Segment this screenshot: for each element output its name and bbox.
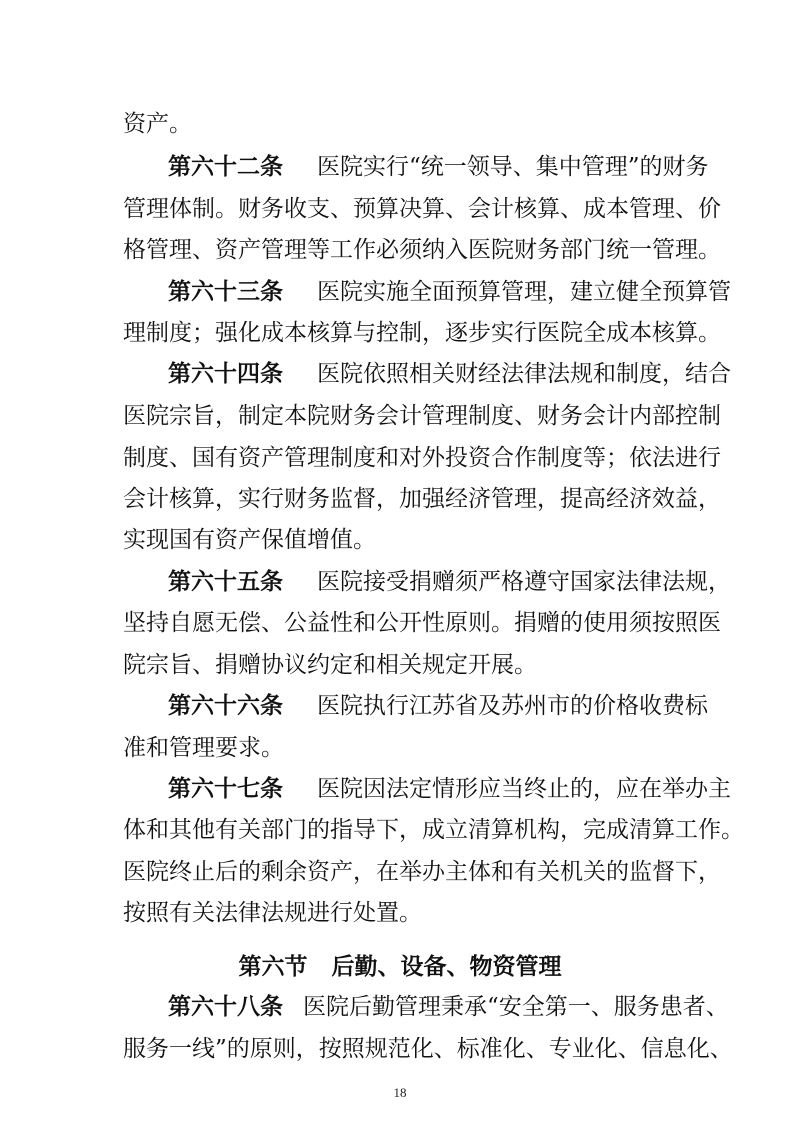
article-64-line-2 [123,401,721,431]
line-text: 医院终止后的剩余资产，在举办主体和有关机关的监督下， [123,859,721,885]
line-text: 服务一线”的原则，按照规范化、标准化、专业化、信息化、 [123,1036,733,1062]
line-text: 会计核算，实行财务监督，加强经济管理，提高经济效益， [123,486,721,512]
line-text: 院宗旨、捐赠协议约定和相关规定开展。 [123,652,537,678]
article-66-line-1 [168,691,708,721]
article-66-line-2 [123,733,679,763]
article-64-line-3 [123,443,721,473]
article-64-line-5 [123,525,679,555]
article-65-line-1 [168,567,731,597]
line-text: 资产。 [123,111,192,137]
line-text: 按照有关法律法规进行处置。 [123,900,422,926]
article-63-line-2 [123,318,721,348]
article-68-line-1 [168,992,729,1022]
line-text: 格管理、资产管理等工作必须纳入医院财务部门统一管理。 [123,237,721,263]
article-63-line-1 [168,277,731,307]
line-text: 医院后勤管理秉承“安全第一、服务患者、 [303,994,729,1020]
article-64-line-1 [168,359,731,389]
line-text: 理制度；强化成本核算与控制，逐步实行医院全成本核算。 [123,320,721,346]
article-67-line-3 [123,857,721,887]
article-67-line-1 [168,774,731,804]
section-number: 第六节 [238,954,308,980]
line-text: 医院实施全面预算管理，建立健全预算管 [317,279,731,305]
line-text: 医院接受捐赠须严格遵守国家法律法规， [317,569,731,595]
line-text: 准和管理要求。 [123,735,284,761]
article-68-line-2 [123,1034,733,1064]
line-text: 医院宗旨，制定本院财务会计管理制度、财务会计内部控制 [123,403,721,429]
article-63-label: 第六十三条 [168,279,283,305]
article-62-line-1 [168,152,709,182]
article-68-label: 第六十八条 [168,994,283,1020]
article-67-line-2 [123,815,744,845]
line-text: 管理体制。财务收支、预算决算、会计核算、成本管理、价 [123,196,721,222]
article-65-line-3 [123,650,679,680]
line-text: 制度、国有资产管理制度和对外投资合作制度等；依法进行 [123,445,721,471]
article-62-line-3 [123,235,721,265]
article-62-line-2 [123,194,721,224]
line-text: 医院因法定情形应当终止的，应在举办主 [317,776,731,802]
text-line [123,109,679,139]
line-text: 实现国有资产保值增值。 [123,527,376,553]
article-64-label: 第六十四条 [168,361,283,387]
article-67-label: 第六十七条 [168,776,283,802]
article-62-label: 第六十二条 [168,154,283,180]
article-65-label: 第六十五条 [168,569,283,595]
line-text: 坚持自愿无偿、公益性和公开性原则。捐赠的使用须按照医 [123,610,721,636]
line-text: 医院执行江苏省及苏州市的价格收费标 [317,693,708,719]
section-heading [0,952,800,982]
line-text: 医院依照相关财经法律法规和制度，结合 [317,361,731,387]
article-64-line-4 [123,484,721,514]
line-text: 医院实行“统一领导、集中管理”的财务 [317,154,709,180]
article-65-line-2 [123,608,721,638]
article-67-line-4 [123,898,679,928]
page-number: 18 [393,1085,407,1100]
line-text: 体和其他有关部门的指导下，成立清算机构，完成清算工作。 [123,817,744,843]
section-title-text: 后勤、设备、物资管理 [331,954,562,980]
article-66-label: 第六十六条 [168,693,283,719]
